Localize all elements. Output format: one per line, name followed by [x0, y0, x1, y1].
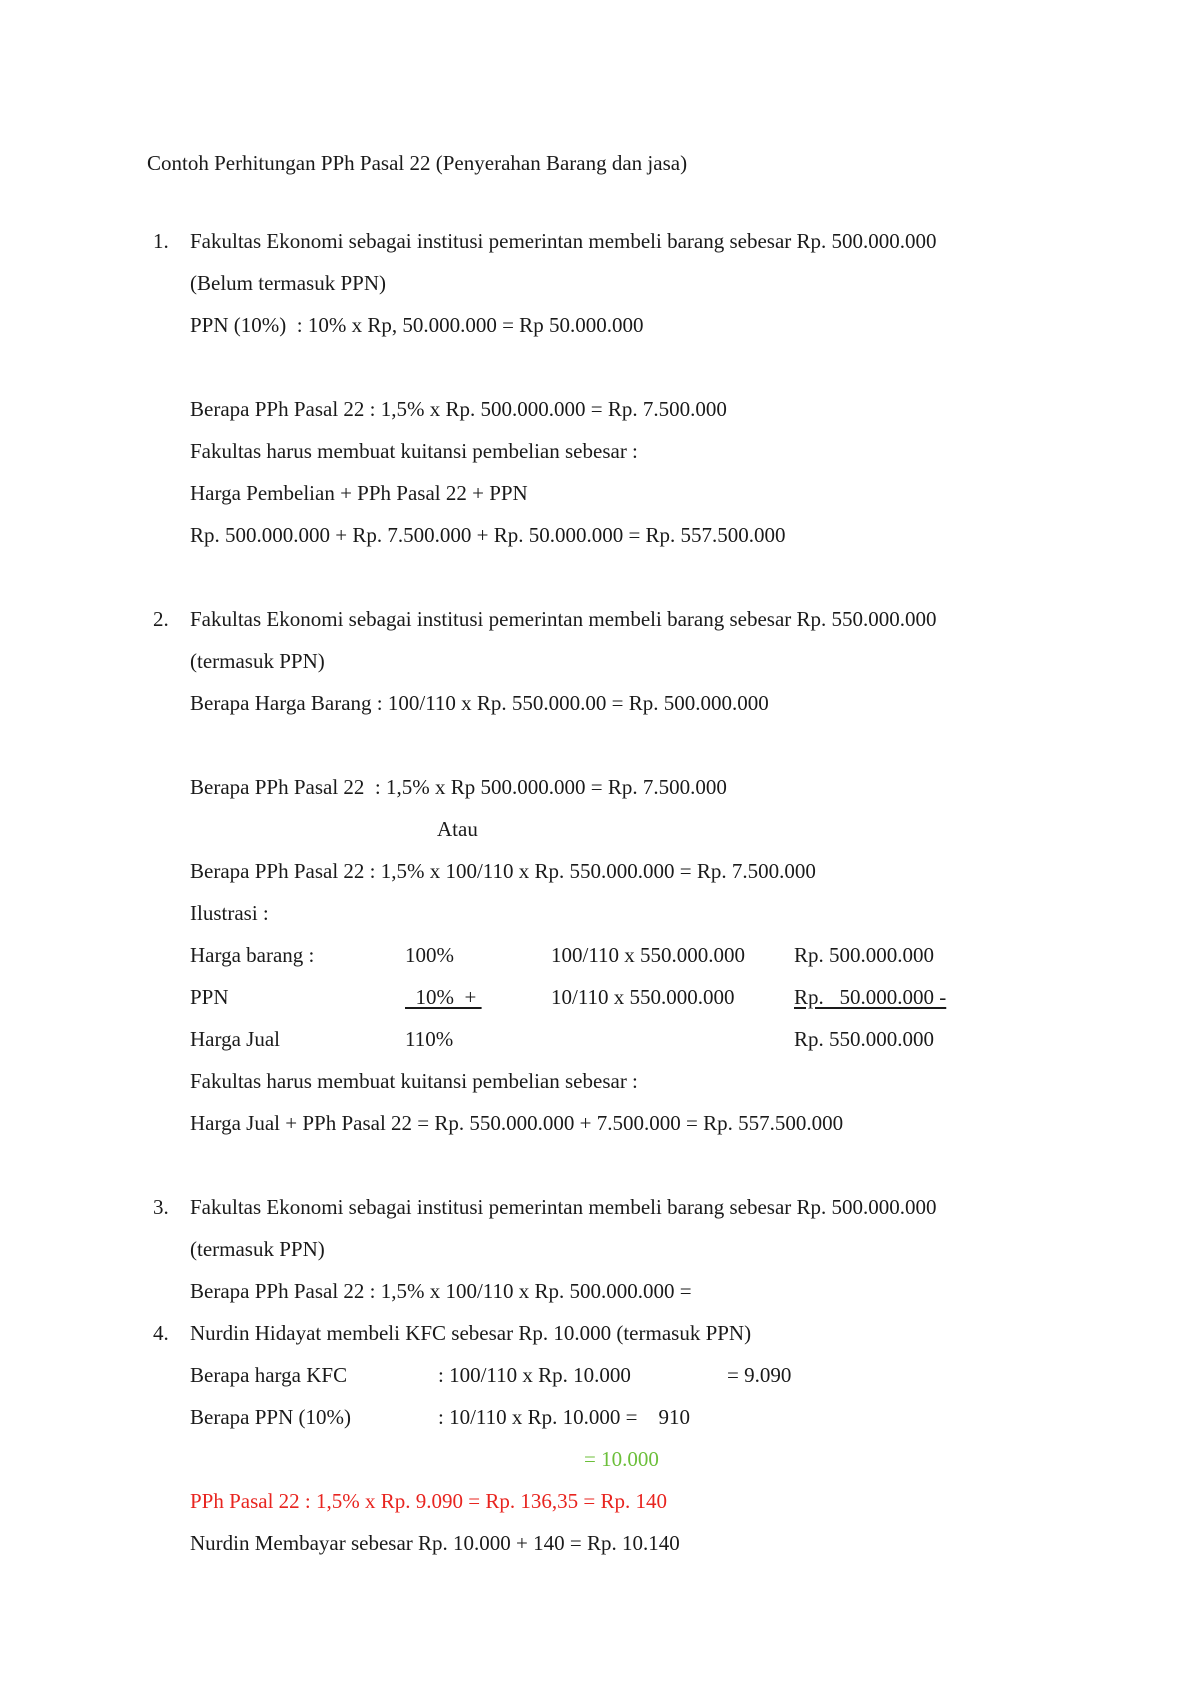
item-4-total-green: = 10.000	[584, 1447, 659, 1471]
item-1-number: 1.	[153, 229, 169, 253]
item-3-line-1: Fakultas Ekonomi sebagai institusi pemerintan membeli barang sebesar Rp. 500.000.000	[190, 1195, 937, 1219]
item-1-line-1: Fakultas Ekonomi sebagai institusi pemerintan membeli barang sebesar Rp. 500.000.000	[190, 229, 937, 253]
item-4-number: 4.	[153, 1321, 169, 1345]
table-cell: Rp. 500.000.000	[794, 943, 935, 967]
item-1-kuitansi-label: Fakultas harus membuat kuitansi pembelian sebesar :	[190, 439, 638, 463]
item-2-pph-alt: Berapa PPh Pasal 22 : 1,5% x 100/110 x Rp. 550.000.000 = Rp. 7.500.000	[190, 859, 816, 883]
item-4-kfc-calc: : 100/110 x Rp. 10.000	[438, 1363, 631, 1387]
item-4-pph-red: PPh Pasal 22 : 1,5% x Rp. 9.090 = Rp. 136,35 = Rp. 140	[190, 1489, 667, 1513]
table-cell: 100%	[405, 943, 454, 967]
item-2-line-1: Fakultas Ekonomi sebagai institusi pemerintan membeli barang sebesar Rp. 550.000.000	[190, 607, 937, 631]
item-1-pph: Berapa PPh Pasal 22 : 1,5% x Rp. 500.000.000 = Rp. 7.500.000	[190, 397, 727, 421]
item-4-kfc-label: Berapa harga KFC	[190, 1363, 348, 1387]
table-cell: PPN	[190, 985, 229, 1009]
table-cell: 10% +	[405, 985, 482, 1009]
table-cell: Rp. 550.000.000	[794, 1027, 935, 1051]
item-4-kfc-result: = 9.090	[727, 1363, 792, 1387]
item-2-number: 2.	[153, 607, 169, 631]
item-2-ilustrasi: Ilustrasi :	[190, 901, 269, 925]
item-2-kuitansi-label: Fakultas harus membuat kuitansi pembelian sebesar :	[190, 1069, 638, 1093]
table-cell: Harga barang :	[190, 943, 315, 967]
item-3-number: 3.	[153, 1195, 169, 1219]
table-cell: Harga Jual	[190, 1027, 280, 1051]
table-cell: Rp. 50.000.000 -	[794, 985, 947, 1009]
item-3-line-2: (termasuk PPN)	[190, 1237, 325, 1261]
item-2-harga-barang: Berapa Harga Barang : 100/110 x Rp. 550.000.00 = Rp. 500.000.000	[190, 691, 769, 715]
table-cell: 100/110 x 550.000.000	[551, 943, 746, 967]
table-cell: 10/110 x 550.000.000	[551, 985, 735, 1009]
item-4-bayar: Nurdin Membayar sebesar Rp. 10.000 + 140 = Rp. 10.140	[190, 1531, 680, 1555]
item-2-pph: Berapa PPh Pasal 22 : 1,5% x Rp 500.000.000 = Rp. 7.500.000	[190, 775, 727, 799]
item-1-formula: Harga Pembelian + PPh Pasal 22 + PPN	[190, 481, 528, 505]
item-2-atau: Atau	[437, 817, 478, 841]
item-1-ppn: PPN (10%) : 10% x Rp, 50.000.000 = Rp 50.000.000	[190, 313, 644, 337]
item-2-total: Harga Jual + PPh Pasal 22 = Rp. 550.000.000 + 7.500.000 = Rp. 557.500.000	[190, 1111, 844, 1135]
item-1-total: Rp. 500.000.000 + Rp. 7.500.000 + Rp. 50.000.000 = Rp. 557.500.000	[190, 523, 786, 547]
item-4-line-1: Nurdin Hidayat membeli KFC sebesar Rp. 10.000 (termasuk PPN)	[190, 1321, 752, 1345]
item-4-ppn-calc: : 10/110 x Rp. 10.000 = 910	[438, 1405, 690, 1429]
item-3-pph: Berapa PPh Pasal 22 : 1,5% x 100/110 x Rp. 500.000.000 =	[190, 1279, 692, 1303]
item-2-line-2: (termasuk PPN)	[190, 649, 325, 673]
item-1-line-2: (Belum termasuk PPN)	[190, 271, 386, 295]
table-cell: 110%	[405, 1027, 454, 1051]
document-title: Contoh Perhitungan PPh Pasal 22 (Penyerahan Barang dan jasa)	[147, 151, 688, 175]
item-4-ppn-label: Berapa PPN (10%)	[190, 1405, 351, 1429]
